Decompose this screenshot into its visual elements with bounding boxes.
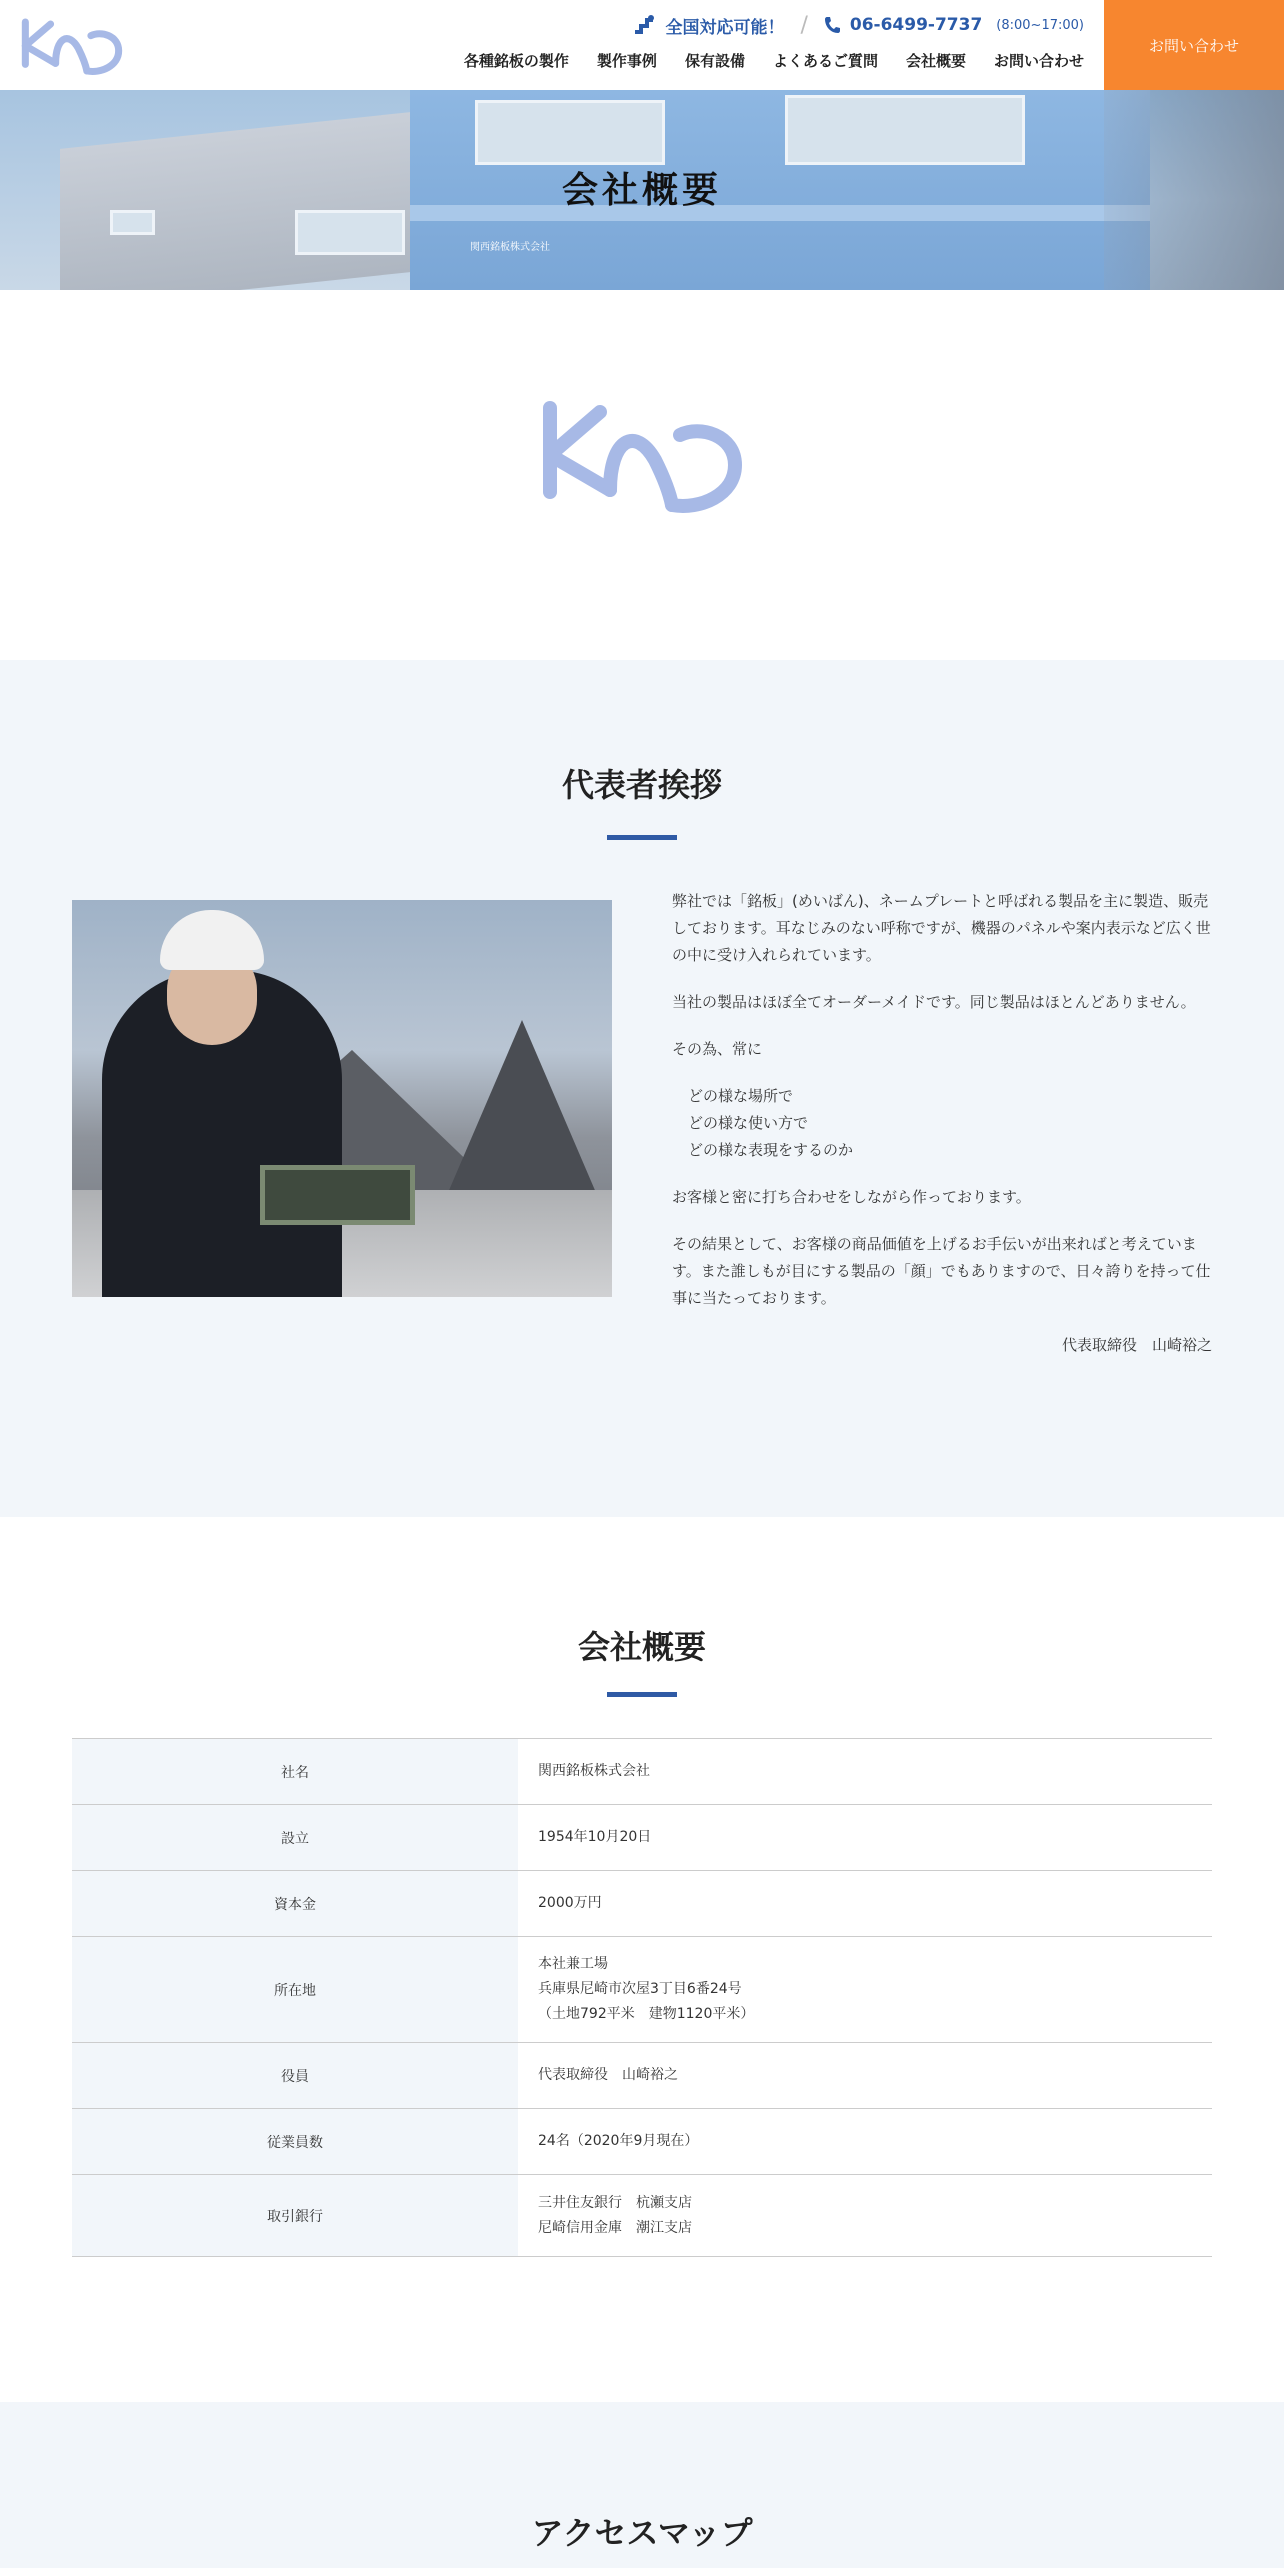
representative-photo (72, 900, 612, 1297)
greeting-text (672, 888, 1212, 1379)
page-title: 会社概要 (561, 170, 722, 211)
greeting-paragraph: お客様と密に打ち合わせをしながら作っております。 (672, 1188, 1031, 1206)
table-row (72, 1937, 1212, 2043)
table-row (72, 1739, 1212, 1805)
company-logo[interactable] (20, 18, 124, 76)
greeting-list-item: どの様な場所で (688, 1087, 794, 1105)
value-line: 2000万円 (538, 1895, 602, 1911)
table-row (72, 1805, 1212, 1871)
greeting-paragraph: 弊社では「銘板」(めいばん)、ネームプレートと呼ばれる製品を主に製造、販売しております。耳なじみのない呼称ですが、機器のパネルや案内表示など広く世の中に受け入れられています。 (672, 892, 1211, 964)
phone-icon (824, 16, 840, 34)
contact-button[interactable]: お問い合わせ (1104, 0, 1284, 90)
nav-item-equipment[interactable]: 保有設備 (684, 52, 745, 70)
table-row (72, 2175, 1212, 2257)
row-label: 所在地 (72, 1937, 518, 2042)
row-value (518, 1805, 1212, 1870)
row-value (518, 2175, 1212, 2256)
business-hours: (8:00~17:00) (996, 17, 1084, 33)
top-contact-bar (633, 12, 1084, 38)
profile-title: 会社概要 (577, 1628, 706, 1666)
greeting-paragraph: その為、常に (672, 1040, 763, 1058)
greeting-paragraph: その結果として、お客様の商品価値を上げるお手伝いが出来ればと考えています。また誰しもが目にする製品の「顔」でもありますので、日々誇りを持って仕事に当たっております。 (672, 1235, 1211, 1307)
photo-helmet (160, 910, 264, 970)
greeting-list-item: どの様な表現をするのか (688, 1141, 854, 1159)
company-profile-table (72, 1738, 1212, 2257)
value-line: 24名（2020年9月現在） (538, 2133, 699, 2149)
row-label: 資本金 (72, 1871, 518, 1936)
value-line: 三井住友銀行 杭瀬支店 (538, 2194, 692, 2211)
site-header (0, 0, 1284, 90)
table-row (72, 2043, 1212, 2109)
greeting-paragraph: 当社の製品はほぼ全てオーダーメイドです。同じ製品はほとんどありません。 (672, 993, 1196, 1011)
global-nav (464, 50, 1084, 71)
hero-banner (0, 90, 1284, 290)
hero-window (475, 100, 665, 165)
value-line: 1954年10月20日 (538, 1829, 652, 1845)
nav-item-faq[interactable]: よくあるご質問 (772, 52, 878, 70)
value-line: 兵庫県尼崎市次屋3丁目6番24号 (538, 1981, 742, 1997)
table-row (72, 2109, 1212, 2175)
photo-summit-sign (260, 1165, 415, 1225)
row-label: 取引銀行 (72, 2175, 518, 2256)
greeting-list (688, 1083, 1212, 1164)
title-underline (607, 835, 677, 840)
row-value (518, 1739, 1212, 1804)
title-underline (607, 1692, 677, 1697)
nav-item-cases[interactable]: 製作事例 (596, 52, 657, 70)
map-pin-icon (633, 14, 655, 36)
row-label: 従業員数 (72, 2109, 518, 2174)
row-value (518, 2109, 1212, 2174)
hero-window (110, 210, 155, 235)
value-line: 本社兼工場 (538, 1956, 608, 1972)
value-line: （土地792平米 建物1120平米） (538, 2006, 755, 2022)
phone-number-link[interactable]: 06-6499-7737 (849, 15, 983, 35)
nav-item-contact[interactable]: お問い合わせ (993, 52, 1084, 70)
nav-item-company[interactable]: 会社概要 (905, 52, 966, 70)
greeting-title: 代表者挨拶 (561, 766, 722, 804)
row-value (518, 1871, 1212, 1936)
company-logo-large (540, 400, 745, 515)
row-value (518, 1937, 1212, 2042)
row-label: 設立 (72, 1805, 518, 1870)
access-section (0, 2402, 1284, 2568)
row-label: 役員 (72, 2043, 518, 2108)
access-title: アクセスマップ (531, 2514, 753, 2552)
nationwide-support-label: 全国対応可能！ (665, 17, 785, 38)
greeting-section (0, 660, 1284, 1517)
table-row (72, 1871, 1212, 1937)
hero-window (295, 210, 405, 255)
row-label: 社名 (72, 1739, 518, 1804)
row-value (518, 2043, 1212, 2108)
nav-item-products[interactable]: 各種銘板の製作 (463, 52, 569, 70)
value-line: 尼崎信用金庫 潮江支店 (538, 2219, 692, 2236)
greeting-signature: 代表取締役 山崎裕之 (1061, 1336, 1212, 1354)
greeting-list-item: どの様な使い方で (688, 1114, 809, 1132)
hero-window (785, 95, 1025, 165)
value-line: 関西銘板株式会社 (538, 1763, 650, 1779)
value-line: 代表取締役 山崎裕之 (538, 2067, 678, 2083)
divider-slash: / (800, 12, 808, 38)
hero-caption: 関西銘板株式会社 (470, 242, 550, 253)
